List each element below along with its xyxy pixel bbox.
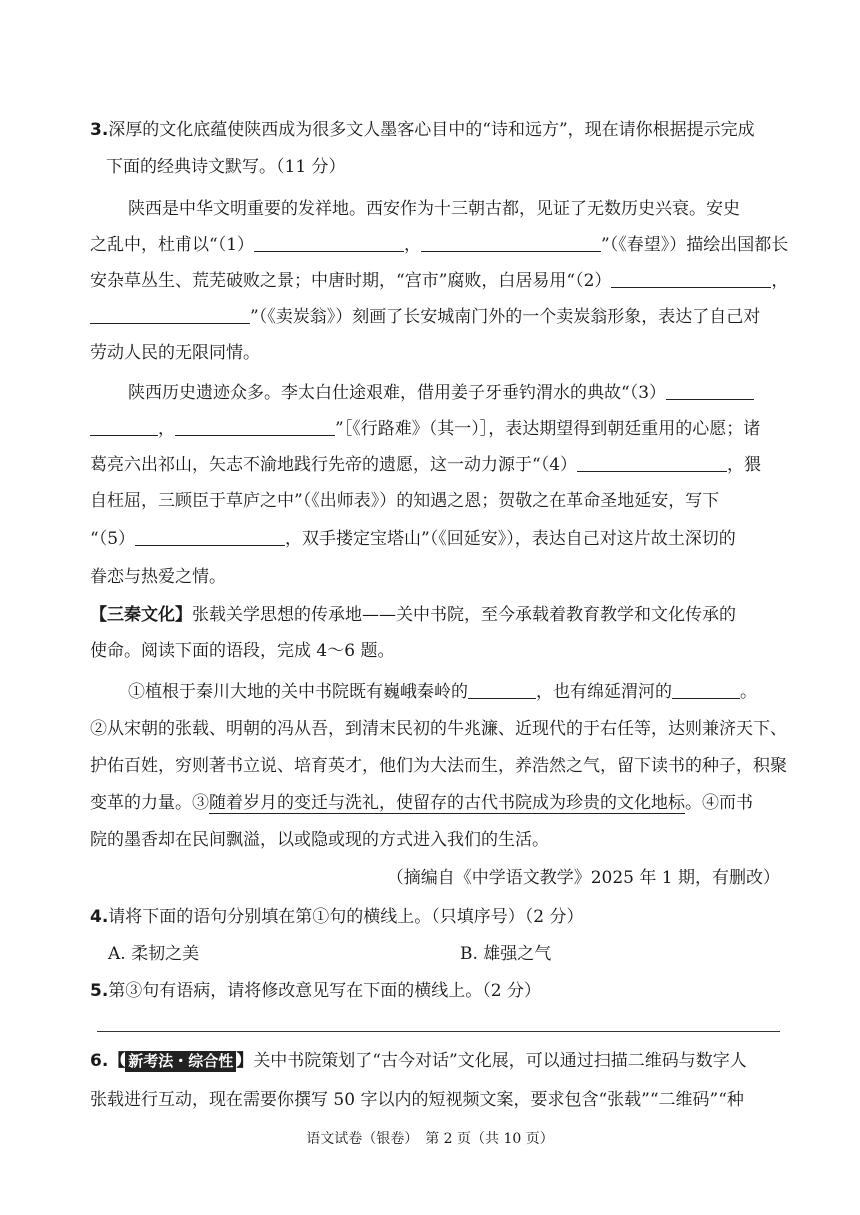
q3-p2-line6: 眷恋与热爱之情。 [90, 567, 226, 587]
blank-1a[interactable] [254, 235, 404, 252]
q4-option-b: B. 雄强之气 [460, 944, 552, 964]
blank-2a[interactable] [611, 271, 771, 288]
blank-5[interactable] [135, 529, 285, 546]
q4-number: 4. [90, 907, 109, 927]
q3-p1-line5: 劳动人民的无限同情。 [90, 343, 260, 363]
q3-p1-line1: 陕西是中华文明重要的发祥地。西安作为十三朝古都，见证了无数历史兴衰。安史 [128, 199, 740, 219]
q3-p2-line2: ， ”［《行路难》（其一）］，表达期望得到朝廷重用的心愿；诸 [90, 417, 760, 441]
q5-number: 5. [90, 981, 109, 1001]
q5-stem: 5.第③句有语病，请将修改意见写在下面的横线上。（2 分） [90, 981, 542, 1001]
passage-blank-2[interactable] [672, 682, 740, 699]
q3-p1-line2: 之乱中，杜甫以“（1） ， ”（《春望》）描绘出国都长 [90, 235, 789, 255]
sentence-3-underlined: 随着岁月的变迁与洗礼，使留存的古代书院成为珍贵的文化地标 [209, 793, 685, 813]
q4-option-a: A. 柔韧之美 [108, 944, 200, 964]
page-footer: 语文试卷（银卷） 第 2 页（共 10 页） [306, 1131, 554, 1147]
sanqin-tag: 【三秦文化】 [90, 605, 192, 625]
passage-line1: ①植根于秦川大地的关中书院既有巍峨秦岭的 ，也有绵延渭河的 。 [128, 682, 757, 702]
passage-line2: ②从宋朝的张载、明朝的冯从吾，到清末民初的牛兆濂、近现代的于右任等，达则兼济天下、 [90, 719, 787, 739]
q3-p1-line4: ”（《卖炭翁》）刻画了长安城南门外的一个卖炭翁形象，表达了自己对 [90, 305, 760, 329]
q3-p1-line3: 安杂草丛生、荒芜破败之景；中唐时期，“宫市”腐败，白居易用“（2） ， [90, 271, 789, 291]
q3-number: 3. [90, 120, 109, 140]
blank-3a-start[interactable] [666, 383, 754, 400]
sanqin-intro-line1: 【三秦文化】张载关学思想的传承地——关中书院，至今承载着教育教学和文化传承的 [90, 605, 736, 625]
q6-number: 6. [90, 1051, 109, 1071]
q3-p2-line4: 自枉屈，三顾臣于草庐之中”（《出师表》）的知遇之恩；贺敬之在革命圣地延安，写下 [90, 491, 720, 511]
passage-line4: 变革的力量。③随着岁月的变迁与洗礼，使留存的古代书院成为珍贵的文化地标。④而书 [90, 793, 753, 813]
sanqin-intro-line2: 使命。阅读下面的语段，完成 4～6 题。 [90, 641, 395, 661]
q3-p2-line1: 陕西历史遗迹众多。李太白仕途艰难，借用姜子牙垂钓渭水的典故“（3） [128, 381, 754, 405]
passage-source: （摘编自《中学语文教学》2025 年 1 期，有删改） [386, 868, 780, 888]
blank-4[interactable] [577, 455, 727, 472]
q3-p2-line5: “（5） ，双手搂定宝塔山”（《回延安》），表达自己对这片故土深切的 [90, 529, 736, 549]
q3-stem-line2: 下面的经典诗文默写。（11 分） [106, 157, 346, 177]
blank-3b[interactable] [175, 419, 335, 436]
passage-line5: 院的墨香却在民间飘溢，以或隐或现的方式进入我们的生活。 [90, 830, 549, 850]
q6-line1: 6.【 新考法・综合性 】关中书院策划了“古今对话”文化展，可以通过扫描二维码与数字人 [90, 1051, 747, 1071]
q6-line2: 张载进行互动，现在需要你撰写 50 字以内的短视频文案，要求包含“张载”“二维码”“种 [90, 1090, 744, 1110]
q5-answer-line[interactable] [97, 1031, 780, 1032]
passage-blank-1[interactable] [468, 682, 536, 699]
q3-stem-line1: 3.深厚的文化底蕴使陕西成为很多文人墨客心目中的“诗和远方”，现在请你根据提示完成 [90, 120, 755, 140]
q4-stem: 4.请将下面的语句分别填在第①句的横线上。（只填序号）（2 分） [90, 907, 584, 927]
blank-1b[interactable] [421, 235, 601, 252]
passage-line3: 护佑百姓，穷则著书立说、培育英才，他们为大法而生，养浩然之气，留下读书的种子，积聚 [90, 756, 787, 776]
q6-tag: 新考法・综合性 [125, 1051, 236, 1072]
q3-p2-line3: 葛亮六出祁山，矢志不渝地践行先帝的遗愿，这一动力源于“（4） ，猥 [90, 455, 762, 475]
blank-2b[interactable] [90, 307, 250, 324]
blank-3a-end[interactable] [90, 419, 158, 436]
